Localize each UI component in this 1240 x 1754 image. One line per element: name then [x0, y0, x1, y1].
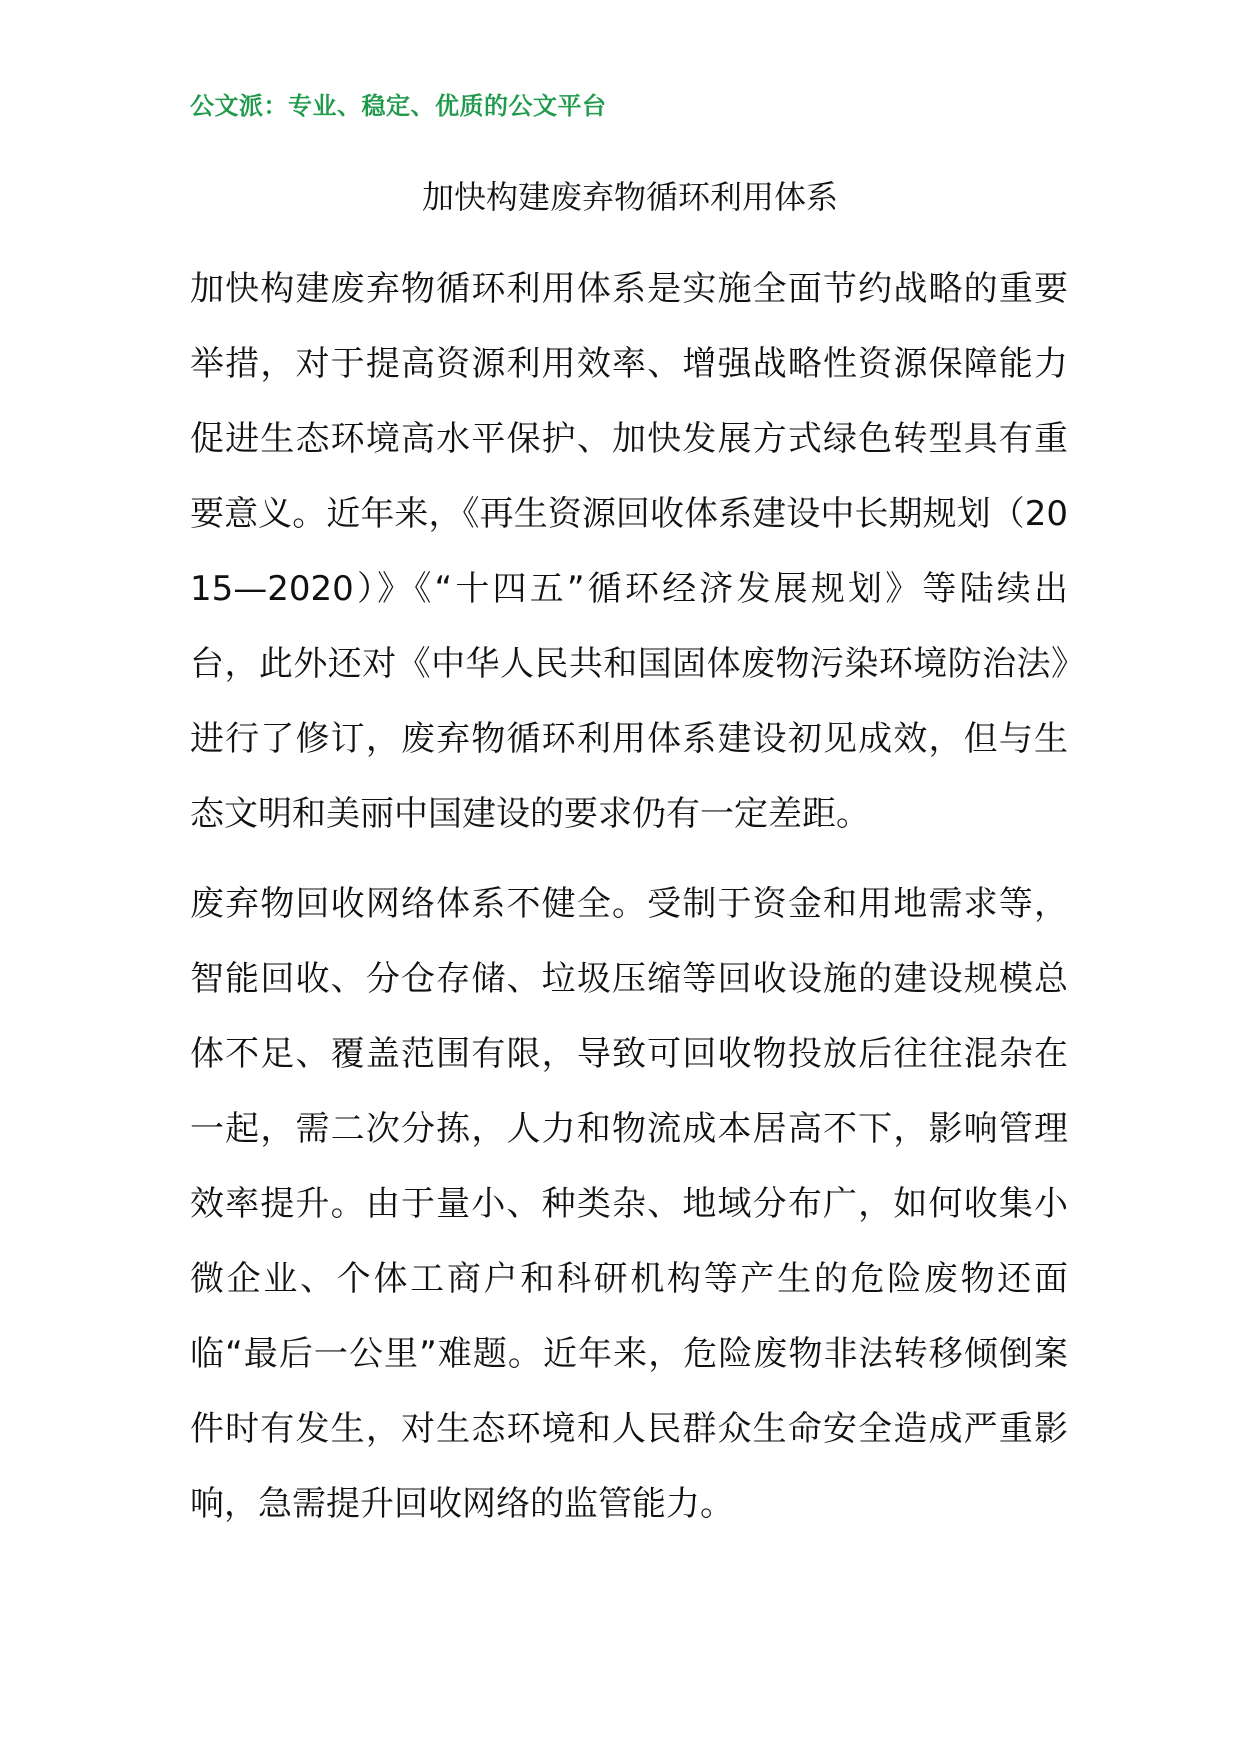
document-title: 加快构建废弃物循环利用体系 — [421, 178, 838, 216]
body-paragraph-1: 加快构建废弃物循环利用体系是实施全面节约战略的重要举措，对于提高资源利用效率、增强战略性资源保障能力促进生态环境高水平保护、加快发展方式绿色转型具有重要意义。近年来，《再生资源回收体系建设中长期规划（2015—2020）》《“十四五”循环经济发展规划》等陆续出台，此外还对《中华人民共和国固体废物污染环境防治法》进行了修订，废弃物循环利用体系建设初见成效，但与生态文明和美丽中国建设的要求仍有一定差距。 — [190, 269, 1068, 834]
body-paragraph-2: 废弃物回收网络体系不健全。受制于资金和用地需求等，智能回收、分仓存储、垃圾压缩等回收设施的建设规模总体不足、覆盖范围有限，导致可回收物投放后往往混杂在一起，需二次分拣，人力和物流成本居高不下，影响管理效率提升。由于量小、种类杂、地域分布广，如何收集小微企业、个体工商户和科研机构等产生的危险废物还面临“最后一公里”难题。近年来，危险废物非法转移倾倒案件时有发生，对生态环境和人民群众生命安全造成严重影响，急需提升回收网络的监管能力。 — [190, 884, 1068, 1524]
header-brand-text: 公文派：专业、稳定、优质的公文平台 — [190, 92, 607, 120]
